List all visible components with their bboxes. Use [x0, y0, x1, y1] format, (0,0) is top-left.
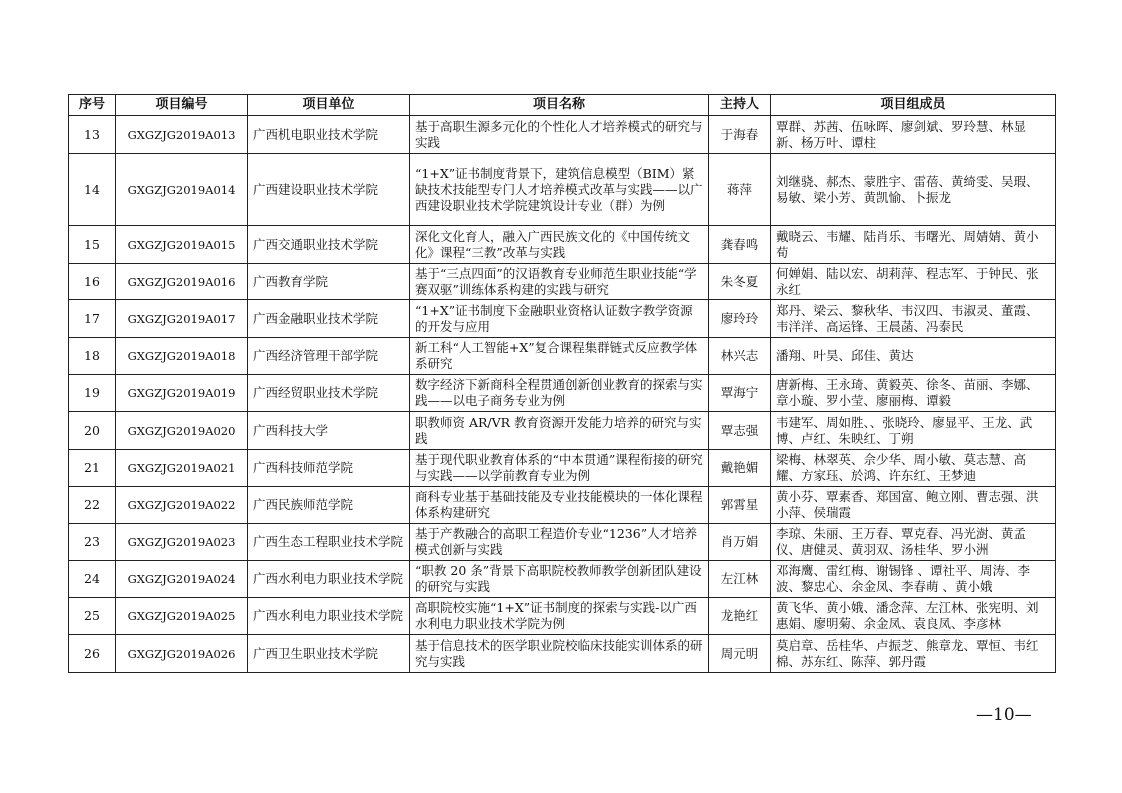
cell-seq: 26 — [69, 635, 116, 673]
cell-code: GXGZJG2019A014 — [116, 154, 248, 226]
cell-leader: 左江林 — [709, 561, 771, 598]
project-table — [68, 94, 1056, 673]
cell-unit: 广西经济管理干部学院 — [248, 338, 410, 375]
cell-leader: 覃海宁 — [709, 375, 771, 412]
cell-seq: 14 — [69, 154, 116, 226]
cell-unit: 广西卫生职业技术学院 — [248, 635, 410, 673]
table-row — [69, 561, 1056, 598]
cell-code: GXGZJG2019A026 — [116, 635, 248, 673]
header-seq: 序号 — [69, 95, 116, 116]
cell-code: GXGZJG2019A016 — [116, 264, 248, 300]
cell-members: 郑丹、梁云、黎秋华、韦汉四、韦淑灵、董霞、韦洋洋、高运锋、王晨菡、冯泰民 — [771, 300, 1056, 338]
cell-name: 基于信息技术的医学职业院校临床技能实训体系的研究与实践 — [410, 635, 709, 673]
cell-seq: 20 — [69, 412, 116, 450]
table-row — [69, 635, 1056, 673]
header-unit: 项目单位 — [248, 95, 410, 116]
table-row — [69, 300, 1056, 338]
cell-leader: 廖玲玲 — [709, 300, 771, 338]
cell-code: GXGZJG2019A018 — [116, 338, 248, 375]
cell-members: 莫启章、岳桂华、卢振芝、熊章龙、覃恒、韦红棉、苏东红、陈萍、郭丹霞 — [771, 635, 1056, 673]
page-number: —10— — [976, 705, 1032, 725]
cell-seq: 24 — [69, 561, 116, 598]
table-header-row — [69, 95, 1056, 116]
table-row — [69, 338, 1056, 375]
cell-leader: 蒋萍 — [709, 154, 771, 226]
cell-members: 梁梅、林翠英、佘少华、周小敏、莫志慧、高耀、方家珏、於鸿、许东红、王梦迪 — [771, 450, 1056, 487]
cell-name: 基于“三点四面”的汉语教育专业师范生职业技能“学赛双驱”训练体系构建的实践与研究 — [410, 264, 709, 300]
table-row — [69, 116, 1056, 154]
cell-seq: 18 — [69, 338, 116, 375]
cell-code: GXGZJG2019A022 — [116, 487, 248, 524]
cell-seq: 25 — [69, 598, 116, 635]
cell-unit: 广西水利电力职业技术学院 — [248, 598, 410, 635]
header-code: 项目编号 — [116, 95, 248, 116]
table-body — [69, 116, 1056, 673]
cell-name: 数字经济下新商科全程贯通创新创业教育的探索与实践——以电子商务专业为例 — [410, 375, 709, 412]
cell-members: 唐新梅、王永琦、黄毅英、徐冬、苗丽、李娜、章小璇、罗小莹、廖丽梅、谭毅 — [771, 375, 1056, 412]
cell-members: 黄小芬、覃素香、郑国富、鲍立刚、曹志强、洪小萍、侯瑞霞 — [771, 487, 1056, 524]
cell-members: 何婵娟、陆以宏、胡莉萍、程志军、于钟民、张永红 — [771, 264, 1056, 300]
cell-seq: 15 — [69, 226, 116, 264]
table-row — [69, 412, 1056, 450]
cell-leader: 郭霄星 — [709, 487, 771, 524]
cell-leader: 龚春鸣 — [709, 226, 771, 264]
cell-code: GXGZJG2019A023 — [116, 524, 248, 561]
table-row — [69, 598, 1056, 635]
cell-unit: 广西经贸职业技术学院 — [248, 375, 410, 412]
cell-name: 深化文化育人，融入广西民族文化的《中国传统文化》课程“三教”改革与实践 — [410, 226, 709, 264]
cell-unit: 广西教育学院 — [248, 264, 410, 300]
cell-unit: 广西机电职业技术学院 — [248, 116, 410, 154]
cell-name: 新工科“人工智能+X”复合课程集群链式反应教学体系研究 — [410, 338, 709, 375]
cell-name: “1+X”证书制度下金融职业资格认证数字教学资源的开发与应用 — [410, 300, 709, 338]
cell-name: 高职院校实施“1+X”证书制度的探索与实践-以广西水利电力职业技术学院为例 — [410, 598, 709, 635]
table-row — [69, 375, 1056, 412]
cell-members: 戴晓云、韦耀、陆肖乐、韦曙光、周婧婧、黄小荀 — [771, 226, 1056, 264]
table-row — [69, 524, 1056, 561]
cell-members: 邓海鹰、雷红梅、谢锡锋 、谭社平、周涛、李波、黎忠心、余金凤、李春萌 、黄小娥 — [771, 561, 1056, 598]
cell-name: “职教 20 条”背景下高职院校教师教学创新团队建设的研究与实践 — [410, 561, 709, 598]
cell-leader: 戴艳媚 — [709, 450, 771, 487]
cell-code: GXGZJG2019A024 — [116, 561, 248, 598]
cell-name: 商科专业基于基础技能及专业技能模块的一体化课程体系构建研究 — [410, 487, 709, 524]
cell-leader: 覃志强 — [709, 412, 771, 450]
cell-name: 基于高职生源多元化的个性化人才培养模式的研究与实践 — [410, 116, 709, 154]
table-row — [69, 154, 1056, 226]
header-leader: 主持人 — [709, 95, 771, 116]
table-row — [69, 487, 1056, 524]
cell-unit: 广西交通职业技术学院 — [248, 226, 410, 264]
header-name: 项目名称 — [410, 95, 709, 116]
cell-unit: 广西民族师范学院 — [248, 487, 410, 524]
cell-seq: 23 — [69, 524, 116, 561]
cell-leader: 林兴志 — [709, 338, 771, 375]
cell-seq: 22 — [69, 487, 116, 524]
cell-seq: 21 — [69, 450, 116, 487]
cell-seq: 19 — [69, 375, 116, 412]
cell-code: GXGZJG2019A017 — [116, 300, 248, 338]
cell-members: 覃群、苏茜、伍咏晖、廖剑斌、罗玲慧、林显新、杨万叶、谭柱 — [771, 116, 1056, 154]
cell-leader: 肖万娟 — [709, 524, 771, 561]
cell-members: 刘继骁、郝杰、蒙胜宇、雷蓓、黄绮雯、吴瑕、易敏、梁小芳、黄凯愉、卜振龙 — [771, 154, 1056, 226]
cell-name: 职教师资 AR/VR 教育资源开发能力培养的研究与实践 — [410, 412, 709, 450]
cell-seq: 13 — [69, 116, 116, 154]
cell-code: GXGZJG2019A020 — [116, 412, 248, 450]
cell-leader: 周元明 — [709, 635, 771, 673]
cell-unit: 广西水利电力职业技术学院 — [248, 561, 410, 598]
cell-members: 黄飞华、黄小娥、潘念萍、左江林、张宪明、刘惠娟、廖明菊、余金凤、袁良凤、李彦林 — [771, 598, 1056, 635]
cell-members: 韦建军、周如胜、、张晓玲、廖显平、王龙、武博、卢红、朱映红、丁朔 — [771, 412, 1056, 450]
cell-code: GXGZJG2019A021 — [116, 450, 248, 487]
table-row — [69, 226, 1056, 264]
cell-members: 李琼、朱丽、王万春、覃克春、冯光澍、黄孟仪、唐健灵、黄羽双、汤桂华、罗小洲 — [771, 524, 1056, 561]
cell-unit: 广西科技师范学院 — [248, 450, 410, 487]
cell-members: 潘翔、叶昊、邱佳、黄达 — [771, 338, 1056, 375]
cell-code: GXGZJG2019A025 — [116, 598, 248, 635]
cell-leader: 于海春 — [709, 116, 771, 154]
header-members: 项目组成员 — [771, 95, 1056, 116]
cell-name: 基于现代职业教育体系的“中本贯通”课程衔接的研究与实践——以学前教育专业为例 — [410, 450, 709, 487]
cell-name: 基于产教融合的高职工程造价专业“1236”人才培养模式创新与实践 — [410, 524, 709, 561]
cell-unit: 广西科技大学 — [248, 412, 410, 450]
cell-code: GXGZJG2019A019 — [116, 375, 248, 412]
cell-unit: 广西金融职业技术学院 — [248, 300, 410, 338]
table-row — [69, 264, 1056, 300]
cell-code: GXGZJG2019A013 — [116, 116, 248, 154]
cell-unit: 广西生态工程职业技术学院 — [248, 524, 410, 561]
table-row — [69, 450, 1056, 487]
cell-seq: 16 — [69, 264, 116, 300]
cell-leader: 朱冬夏 — [709, 264, 771, 300]
cell-unit: 广西建设职业技术学院 — [248, 154, 410, 226]
cell-seq: 17 — [69, 300, 116, 338]
cell-leader: 龙艳红 — [709, 598, 771, 635]
cell-name: “1+X”证书制度背景下，建筑信息模型（BIM）紧缺技术技能型专门人才培养模式改革与实践——以广西建设职业技术学院建筑设计专业（群）为例 — [410, 154, 709, 226]
cell-code: GXGZJG2019A015 — [116, 226, 248, 264]
